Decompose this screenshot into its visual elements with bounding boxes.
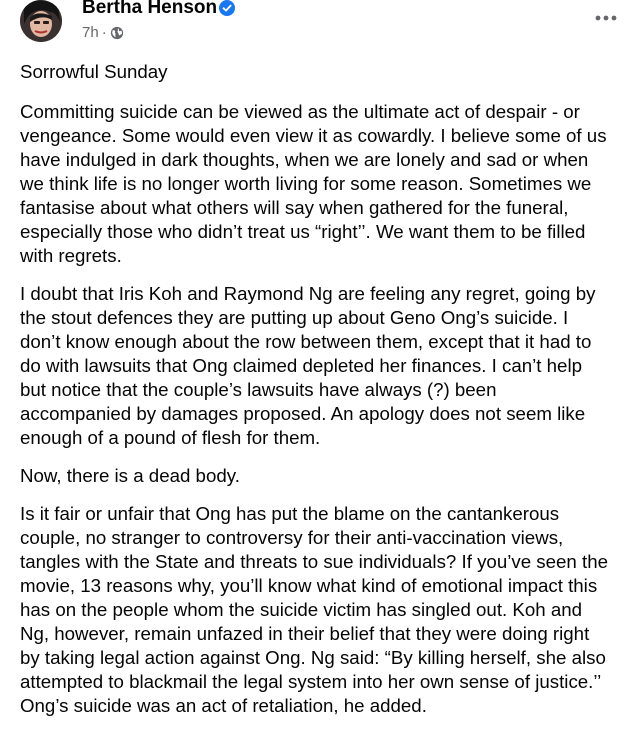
text-line: Now, there is a dead body. — [20, 465, 240, 486]
text-line: tangles with the State and threats to sue individuals? If you’ve seen the — [20, 551, 608, 572]
text-line: Committing suicide can be viewed as the ultimate act of despair - or — [20, 101, 580, 122]
post-header — [0, 0, 642, 50]
globe-icon[interactable] — [110, 26, 124, 40]
post-title: Sorrowful Sunday — [20, 61, 168, 82]
more-options-button[interactable] — [588, 6, 624, 30]
text-line: accompanied by damages proposed. An apology does not seem like — [20, 403, 586, 424]
text-line: couple, no stranger to controversy for their anti-vaccination views, — [20, 527, 564, 548]
post-paragraph-2 — [20, 282, 632, 450]
text-line: attempted to blackmail the legal system into her own sense of justice.’’ — [20, 671, 602, 692]
author-name[interactable]: Bertha Henson — [82, 0, 218, 18]
text-line: especially those who didn’t treat us “right’’. We want them to be filled — [20, 221, 586, 242]
text-line: don’t know enough about the row between them, except that it had to — [20, 331, 592, 352]
ellipsis-icon — [595, 15, 617, 21]
text-line: with regrets. — [20, 245, 122, 266]
text-line: we think life is no longer worth living for some reason. Sometimes we — [20, 173, 592, 194]
text-line: do with lawsuits that Ong claimed depleted her finances. I can’t help — [20, 355, 582, 376]
post-meta — [82, 24, 124, 42]
text-line: the stout defences they are putting up about Geno Ong’s suicide. I — [20, 307, 569, 328]
text-line: has on the people whom the suicide victim has singled out. Koh and — [20, 599, 583, 620]
text-line: but notice that the couple’s lawsuits have always (?) been — [20, 379, 497, 400]
text-line: vengeance. Some would even view it as cowardly. I believe some of us — [20, 125, 607, 146]
post-paragraph-4 — [20, 502, 632, 718]
avatar[interactable] — [20, 0, 62, 42]
verified-badge-icon — [219, 0, 235, 16]
text-line: Ong’s suicide was an act of retaliation, he added. — [20, 695, 427, 716]
text-line: I doubt that Iris Koh and Raymond Ng are feeling any regret, going by — [20, 283, 596, 304]
text-line: Is it fair or unfair that Ong has put the blame on the cantankerous — [20, 503, 560, 524]
text-line: movie, 13 reasons why, you’ll know what kind of emotional impact this — [20, 575, 598, 596]
text-line: fantasise about what others will say when gathered for the funeral, — [20, 197, 569, 218]
post-paragraph-3 — [20, 464, 632, 488]
post-paragraph-1 — [20, 100, 632, 268]
meta-separator: · — [101, 24, 107, 41]
post-timestamp[interactable]: 7h — [82, 24, 99, 41]
text-line: have indulged in dark thoughts, when we are lonely and sad or when — [20, 149, 589, 170]
post-body — [20, 60, 632, 732]
text-line: Ng, however, remain unfazed in their belief that they were doing right — [20, 623, 590, 644]
avatar-image — [20, 0, 62, 42]
text-line: enough of a pound of flesh for them. — [20, 427, 321, 448]
text-line: by taking legal action against Ong. Ng said: “By killing herself, she also — [20, 647, 606, 668]
